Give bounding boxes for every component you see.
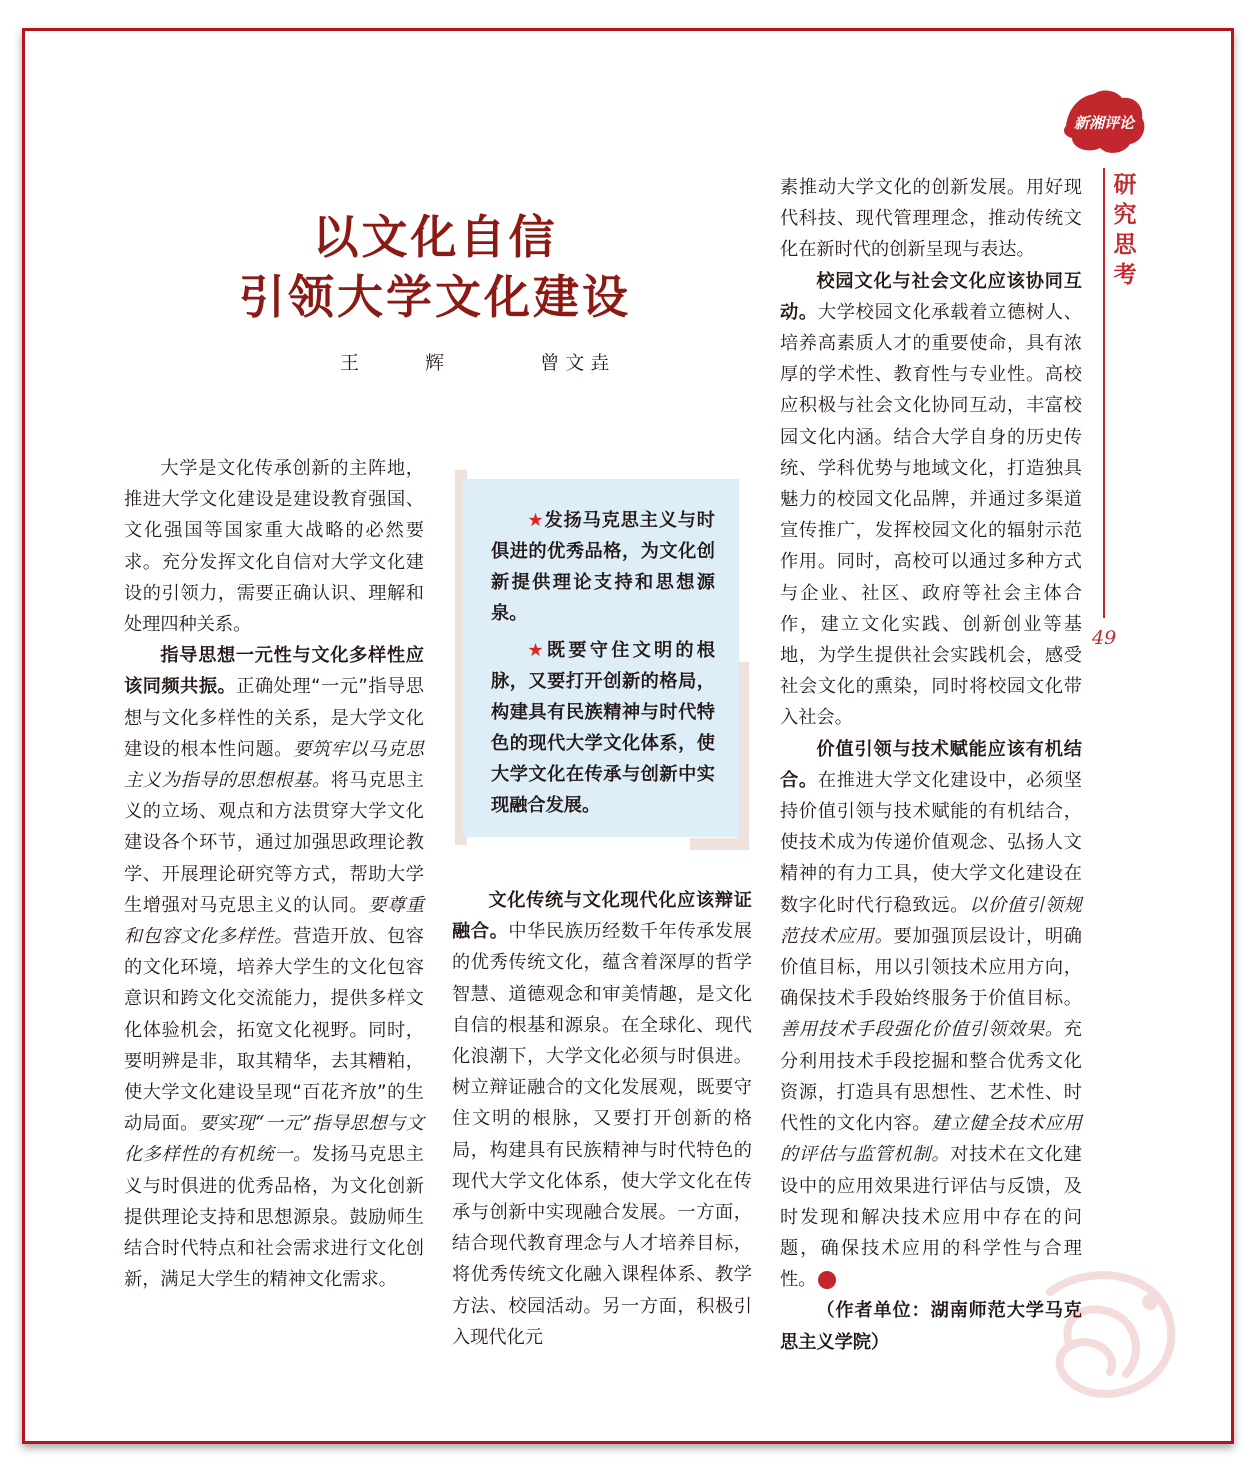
emphasis-text: 要实现“一元”指导思想与文化多样性的有机统一。 xyxy=(124,1113,424,1166)
text-column-1 xyxy=(124,453,424,1295)
section-divider xyxy=(1103,168,1105,618)
section-heading: 指导思想一元性与文化多样性应该同频共振。 xyxy=(124,645,424,698)
end-mark-icon: 湘 xyxy=(818,1271,836,1289)
callout-decoration xyxy=(690,838,749,850)
pull-quote-item: ★发扬马克思主义与时俱进的优秀品格，为文化创新提供理论支持和思想源泉。 xyxy=(491,510,715,624)
pull-quote-item: ★既要守住文明的根脉，又要打开创新的格局，构建具有民族精神与时代特色的现代大学文化体系，使大学文化在传承与创新中实现融合发展。 xyxy=(491,640,715,816)
emphasis-text: 善用技术手段强化价值引领效果。 xyxy=(780,1019,1064,1041)
logo-text: 新湘评论 xyxy=(1073,114,1135,132)
magazine-logo-icon xyxy=(1058,86,1150,158)
star-icon: ★ xyxy=(527,510,545,531)
star-icon: ★ xyxy=(527,640,547,661)
emphasis-text: 要尊重和包容文化多样性。 xyxy=(124,894,424,948)
text-column-2 xyxy=(452,885,752,1353)
article-title-line2: 引领大学文化建设 xyxy=(239,270,631,324)
pull-quote-box xyxy=(463,479,739,837)
paragraph: 素推动大学文化的创新发展。用好现代科技、现代管理理念，推动传统文化在新时代的创新呈现与表达。 xyxy=(780,177,1082,261)
article-authors: 王 辉 曾文垚 xyxy=(340,352,616,374)
section-heading: 文化传统与文化现代化应该辩证融合。 xyxy=(452,890,752,943)
section-label: 研究思考 xyxy=(1113,172,1137,288)
text-column-3 xyxy=(780,172,1082,1358)
paragraph: 校园文化与社会文化应该协同互动。大学校园文化承载着立德树人、培养高素质人才的重要使命，具有浓厚的学术性、教育性与专业性。高校应积极与社会文化协同互动，丰富校园文化内涵。结合大学自身的历史传统、学科优势与地域文化，打造独具魅力的校园文化品牌，并通过多渠道宣传推广，发挥校园文化的辐射示范作用。同时，高校可以通过多种方式与企业、社区、政府等社会主体合作，建立文化实践、创新创业等基地，为学生提供社会实践机会，感受社会文化的熏染，同时将校园文化带入社会。 xyxy=(780,270,1082,729)
emphasis-text: 建立健全技术应用的评估与监管机制。 xyxy=(780,1113,1082,1166)
paragraph: 大学是文化传承创新的主阵地，推进大学文化建设是建设教育强国、文化强国等国家重大战略的必然要求。充分发挥文化自信对大学文化建设的引领力，需要正确认识、理解和处理四种关系。 xyxy=(124,458,424,636)
author-affiliation: （作者单位：湖南师范大学马克思主义学院） xyxy=(780,1300,1082,1353)
article-title-line1: 以文化自信 xyxy=(312,210,558,264)
page-number: 49 xyxy=(1092,627,1117,649)
paragraph: 指导思想一元性与文化多样性应该同频共振。正确处理“一元”指导思想与文化多样性的关系，是大学文化建设的根本性问题。要筑牢以马克思主义为指导的思想根基。将马克思主义的立场、观点和方法贯穿大学文化建设各个环节，通过加强思政理论教学、开展理论研究等方式，帮助大学生增强对马克思主义的认同。要尊重和包容文化多样性。营造开放、包容的文化环境，培养大学生的文化包容意识和跨文化交流能力，提供多样文化体验机会，拓宽文化视野。同时，要明辨是非，取其精华，去其糟粕，使大学文化建设呈现“百花齐放”的生动局面。要实现“一元”指导思想与文化多样性的有机统一。发扬马克思主义与时俱进的优秀品格，为文化创新提供理论支持和思想源泉。鼓励师生结合时代特点和社会需求进行文化创新，满足大学生的精神文化需求。 xyxy=(124,645,424,1291)
dragon-watermark-icon xyxy=(1030,1262,1190,1412)
section-heading: 价值引领与技术赋能应该有机结合。 xyxy=(780,738,1082,791)
paragraph: 文化传统与文化现代化应该辩证融合。中华民族历经数千年传承发展的优秀传统文化，蕴含着深厚的哲学智慧、道德观念和审美情趣，是文化自信的根基和源泉。在全球化、现代化浪潮下，大学文化必须与时俱进。树立辩证融合的文化发展观，既要守住文明的根脉，又要打开创新的格局，构建具有民族精神与时代特色的现代大学文化体系，使大学文化在传承与创新中实现融合发展。一方面，结合现代教育理念与人才培养目标，将优秀传统文化融入课程体系、教学方法、校园活动。另一方面，积极引入现代化元 xyxy=(452,890,752,1348)
emphasis-text: 要筑牢以马克思主义为指导的思想根基。 xyxy=(124,738,424,792)
section-heading: 校园文化与社会文化应该协同互动。 xyxy=(780,270,1082,323)
emphasis-text: 以价值引领规范技术应用。 xyxy=(780,894,1082,947)
paragraph: 价值引领与技术赋能应该有机结合。在推进大学文化建设中，必须坚持价值引领与技术赋能的有机结合，使技术成为传递价值观念、弘扬人文精神的有力工具，使大学文化建设在数字化时代行稳致远。以价值引领规范技术应用。要加强顶层设计，明确价值目标，用以引领技术应用方向，确保技术手段始终服务于价值目标。善用技术手段强化价值引领效果。充分利用技术手段挖掘和整合优秀文化资源，打造具有思想性、艺术性、时代性的文化内容。建立健全技术应用的评估与监管机制。对技术在文化建设中的应用效果进行评估与反馈，及时发现和解决技术应用中存在的问题，确保技术应用的科学性与合理性。 湘 xyxy=(780,738,1082,1291)
